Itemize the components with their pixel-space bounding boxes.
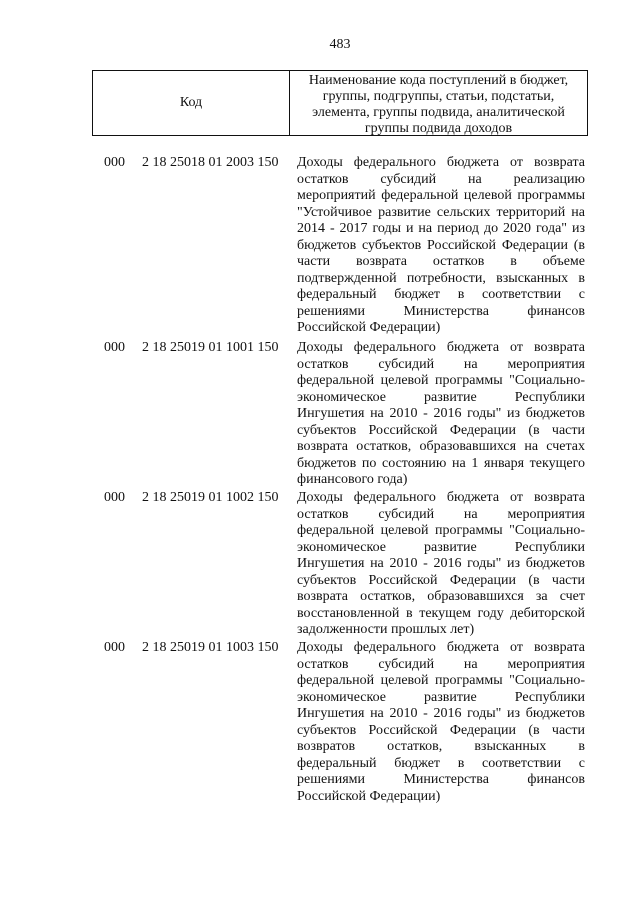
revenue-code: 2 18 25019 01 1001 150: [142, 340, 279, 355]
admin-code: 000: [104, 640, 125, 655]
description-line: задолженности прошлых лет): [297, 622, 475, 637]
description-line: экономическое развитие Республики: [297, 539, 585, 555]
header-name-column: [290, 71, 587, 135]
description-line: бюджетов по состоянию на 1 января текущего: [297, 455, 585, 471]
description-line: финансового года): [297, 472, 408, 487]
description-line: "Устойчивое развитие сельских территорий на: [297, 204, 585, 220]
header-name-line: элемента, группы подвида, аналитической: [312, 105, 565, 120]
description-line: остатков субсидий на мероприятия: [297, 356, 585, 372]
description-line: Ингушетия на 2010 - 2016 годы" из бюджетов: [297, 706, 585, 721]
revenue-description: [297, 155, 585, 337]
header-code-column: Код: [93, 71, 290, 135]
description-line: Доходы федерального бюджета от возврата: [297, 640, 585, 655]
header-name-line: Наименование кода поступлений в бюджет,: [308, 73, 569, 88]
description-line: части возврата остатков в объеме: [297, 254, 585, 269]
header-name-line: группы подвида доходов: [364, 121, 513, 136]
description-line: возврата остатков, образовавшихся на счетах: [297, 439, 585, 454]
revenue-description: [297, 490, 585, 639]
description-line: остатков субсидий на реализацию: [297, 171, 585, 187]
description-line: остатков субсидий на мероприятия: [297, 506, 585, 522]
description-line: решениями Министерства финансов: [297, 772, 585, 787]
description-line: Российской Федерации): [297, 788, 441, 804]
description-line: 2014 - 2017 годы и на период до 2020 года" из: [297, 221, 585, 236]
description-line: Ингушетия на 2010 - 2016 годы" из бюджетов: [297, 406, 585, 421]
description-line: субъектов Российской Федерации (в части: [297, 572, 585, 588]
description-line: мероприятий федеральной целевой программы: [297, 188, 585, 203]
description-line: субъектов Российской Федерации (в части: [297, 722, 585, 738]
revenue-code: 2 18 25019 01 1003 150: [142, 640, 279, 655]
description-line: субъектов Российской Федерации (в части: [297, 422, 585, 438]
revenue-code: 2 18 25018 01 2003 150: [142, 155, 279, 170]
description-line: восстановленной в текущем году дебиторской: [297, 605, 585, 621]
description-line: федеральной целевой программы "Социально-: [297, 523, 585, 538]
description-line: возвратов остатков, взысканных в: [297, 739, 585, 754]
description-line: решениями Министерства финансов: [297, 303, 585, 319]
description-line: экономическое развитие Республики: [297, 689, 585, 705]
description-line: Российской Федерации): [297, 320, 441, 335]
description-line: экономическое развитие Республики: [297, 389, 585, 405]
description-line: Ингушетия на 2010 - 2016 годы" из бюджетов: [297, 556, 585, 571]
description-line: подтвержденной потребности, взысканных в: [297, 270, 585, 286]
revenue-description: [297, 340, 585, 489]
revenue-description: [297, 640, 585, 805]
description-line: бюджетов субъектов Российской Федерации (в: [297, 237, 585, 253]
description-line: федеральной целевой программы "Социально-: [297, 373, 585, 388]
admin-code: 000: [104, 340, 125, 355]
description-line: Доходы федерального бюджета от возврата: [297, 155, 585, 170]
description-line: Доходы федерального бюджета от возврата: [297, 490, 585, 505]
description-line: федеральной целевой программы "Социально-: [297, 673, 585, 688]
admin-code: 000: [104, 490, 125, 505]
description-line: федеральный бюджет в соответствии с: [297, 755, 585, 771]
table-header: [92, 70, 588, 136]
page-number: 483: [329, 37, 351, 52]
admin-code: 000: [104, 155, 125, 170]
header-name-line: группы, подгруппы, статьи, подстатьи,: [322, 89, 555, 104]
description-line: федеральный бюджет в соответствии с: [297, 287, 585, 302]
description-line: Доходы федерального бюджета от возврата: [297, 340, 585, 355]
description-line: возврата остатков, образовавшихся за счет: [297, 589, 585, 604]
revenue-code: 2 18 25019 01 1002 150: [142, 490, 279, 505]
description-line: остатков субсидий на мероприятия: [297, 656, 585, 672]
